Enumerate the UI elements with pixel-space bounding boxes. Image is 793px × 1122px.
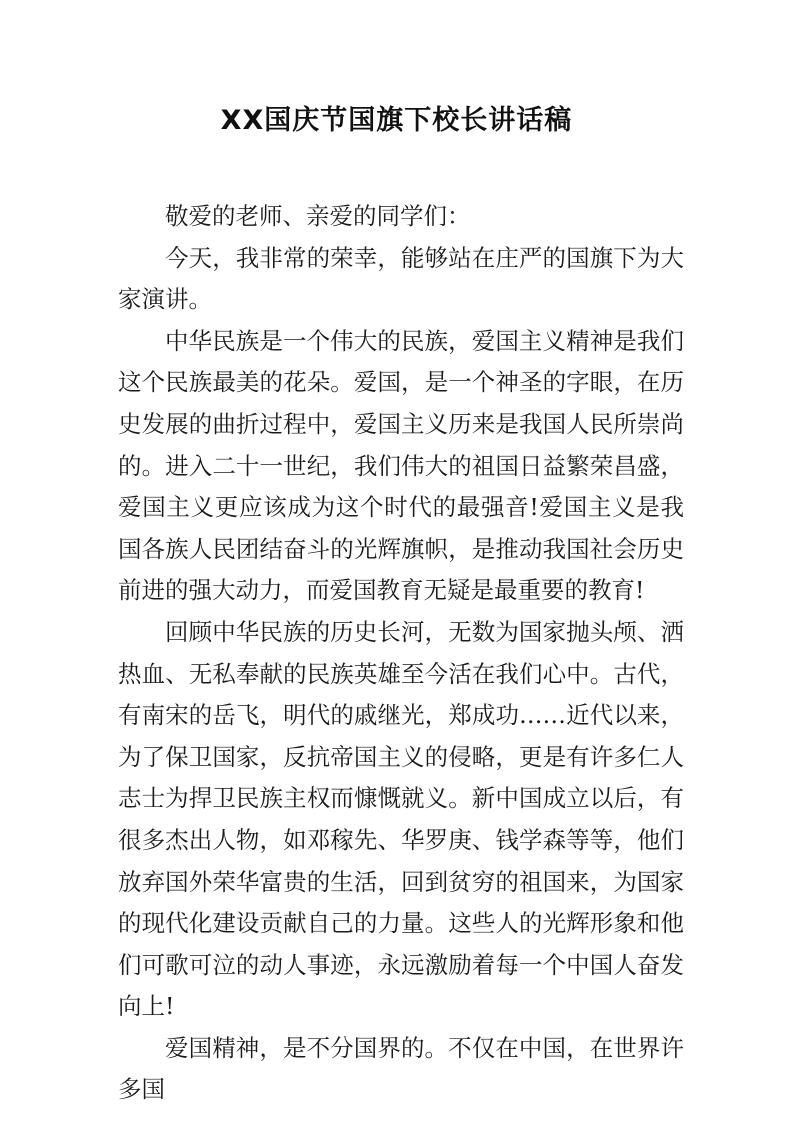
- document-title: XX国庆节国旗下校长讲话稿: [220, 105, 573, 136]
- paragraph-opening: 今天，我非常的荣幸，能够站在庄严的国旗下为大家演讲。: [118, 243, 684, 314]
- paragraph-greeting: 敬爱的老师、亲爱的同学们：: [165, 202, 471, 230]
- paragraph-world: 爱国精神，是不分国界的。不仅在中国，在世界许多国: [118, 1033, 684, 1104]
- paragraph-history: 回顾中华民族的历史长河，无数为国家抛头颅、洒热血、无私奉献的民族英雄至今活在我们心中。古代，有南宋的岳飞，明代的戚继光，郑成功……近代以来，为了保卫国家，反抗帝国主义的侵略，更是有许多仁人志士为捍卫民族主权而慷慨就义。新中国成立以后，有很多杰出人物，如邓稼先、华罗庚、钱学森等等，他们放弃国外荣华富贵的生活，回到贫穷的祖国来，为国家的现代化建设贡献自己的力量。这些人的光辉形象和他们可歌可泣的动人事迹，永远激励着每一个中国人奋发向上!: [118, 617, 684, 1021]
- document-body: [118, 196, 684, 1111]
- paragraph-patriotism: 中华民族是一个伟大的民族，爱国主义精神是我们这个民族最美的花朵。爱国，是一个神圣的字眼，在历史发展的曲折过程中，爱国主义历来是我国人民所崇尚的。进入二十一世纪，我们伟大的祖国日益繁荣昌盛，爱国主义更应该成为这个时代的最强音!爱国主义是我国各族人民团结奋斗的光辉旗帜，是推动我国社会历史前进的强大动力，而爱国教育无疑是最重要的教育!: [118, 326, 684, 605]
